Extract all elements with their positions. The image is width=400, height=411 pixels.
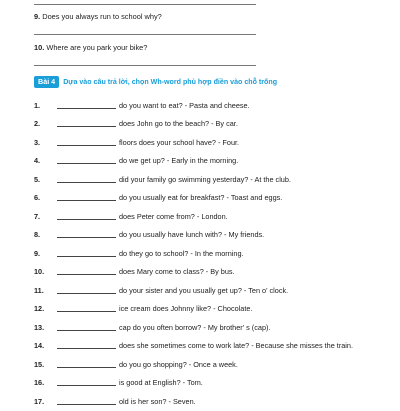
item-text: cap do you often borrow? - My brother' s (cap). bbox=[119, 322, 271, 332]
item-number: 2. bbox=[34, 119, 41, 129]
question-number: 10. bbox=[34, 43, 45, 52]
item-text: does Peter come from? - London. bbox=[119, 211, 228, 221]
exercise-item bbox=[34, 337, 374, 356]
exercise-item bbox=[34, 133, 374, 152]
answer-line-9 bbox=[34, 34, 256, 35]
item-text: did your family go swimming yesterday? - At the club. bbox=[119, 174, 291, 184]
item-number: 8. bbox=[34, 230, 41, 240]
exercise-item bbox=[34, 318, 374, 337]
answer-blank[interactable] bbox=[57, 268, 116, 275]
exercise-items bbox=[34, 96, 374, 411]
item-text: do your sister and you usually get up? - Ten o' clock. bbox=[119, 285, 289, 295]
answer-blank[interactable] bbox=[57, 250, 116, 257]
item-number: 11. bbox=[34, 285, 44, 295]
item-number: 17. bbox=[34, 396, 45, 406]
exercise-item bbox=[34, 263, 374, 282]
exercise-item bbox=[34, 170, 374, 189]
exercise-item bbox=[34, 96, 374, 115]
item-number: 7. bbox=[34, 211, 41, 221]
previous-question-10 bbox=[34, 43, 147, 52]
item-number: 14. bbox=[34, 341, 45, 351]
question-text: Does you always run to school why? bbox=[42, 12, 162, 21]
item-text: do we get up? - Early in the morning. bbox=[119, 156, 239, 166]
item-number: 9. bbox=[34, 248, 41, 258]
item-text: do they go to school? - In the morning. bbox=[119, 248, 244, 258]
exercise-item bbox=[34, 355, 374, 374]
item-number: 15. bbox=[34, 359, 45, 369]
answer-blank[interactable] bbox=[57, 120, 116, 127]
item-text: does she sometimes come to work late? - Because she misses the train. bbox=[119, 341, 354, 351]
answer-blank[interactable] bbox=[57, 139, 116, 146]
answer-blank[interactable] bbox=[57, 157, 116, 164]
item-text: do you go shopping? - Once a week. bbox=[119, 359, 238, 369]
exercise-item bbox=[34, 115, 374, 134]
item-number: 5. bbox=[34, 174, 41, 184]
item-number: 1. bbox=[34, 100, 41, 110]
exercise-item bbox=[34, 207, 374, 226]
exercise-item bbox=[34, 300, 374, 319]
answer-blank[interactable] bbox=[57, 342, 116, 349]
answer-blank[interactable] bbox=[57, 287, 116, 294]
item-text: do you usually eat for breakfast? - Toast and eggs. bbox=[119, 193, 283, 203]
item-number: 12. bbox=[34, 304, 45, 314]
item-text: does John go to the beach? - By car. bbox=[119, 119, 238, 129]
answer-blank[interactable] bbox=[57, 379, 116, 386]
item-text: is good at English? - Tom. bbox=[119, 378, 203, 388]
exercise-item bbox=[34, 189, 374, 208]
exercise-item bbox=[34, 392, 374, 411]
answer-line-10 bbox=[34, 65, 256, 66]
answer-blank[interactable] bbox=[57, 305, 116, 312]
exercise-item bbox=[34, 374, 374, 393]
item-number: 10. bbox=[34, 267, 45, 277]
item-number: 16. bbox=[34, 378, 45, 388]
question-text: Where are you park your bike? bbox=[46, 43, 148, 52]
item-number: 3. bbox=[34, 137, 41, 147]
exercise-item bbox=[34, 244, 374, 263]
answer-blank[interactable] bbox=[57, 231, 116, 238]
item-number: 13. bbox=[34, 322, 45, 332]
exercise-badge: Bài 4 bbox=[34, 76, 59, 88]
item-text: old is her son? - Seven. bbox=[119, 396, 196, 406]
item-text: does Mary come to class? - By bus. bbox=[119, 267, 235, 277]
answer-line-8 bbox=[34, 4, 256, 5]
answer-blank[interactable] bbox=[57, 213, 116, 220]
exercise-header bbox=[34, 75, 277, 89]
previous-question-9 bbox=[34, 12, 162, 21]
answer-blank[interactable] bbox=[57, 398, 116, 405]
answer-blank[interactable] bbox=[57, 194, 116, 201]
exercise-item bbox=[34, 226, 374, 245]
answer-blank[interactable] bbox=[57, 176, 116, 183]
item-number: 6. bbox=[34, 193, 41, 203]
item-text: do you usually have lunch with? - My friends. bbox=[119, 230, 265, 240]
exercise-item bbox=[34, 152, 374, 171]
answer-blank[interactable] bbox=[57, 324, 116, 331]
answer-blank[interactable] bbox=[57, 102, 116, 109]
item-text: ice cream does Johnny like? - Chocolate. bbox=[119, 304, 253, 314]
item-text: floors does your school have? - Four. bbox=[119, 137, 240, 147]
question-number: 9. bbox=[34, 12, 41, 21]
item-text: do you want to eat? - Pasta and cheese. bbox=[119, 100, 250, 110]
answer-blank[interactable] bbox=[57, 361, 116, 368]
item-number: 4. bbox=[34, 156, 41, 166]
exercise-instruction: Dựa vào câu trả lời, chọn Wh-word phù hợp điền vào chỗ trống bbox=[63, 78, 278, 86]
exercise-item bbox=[34, 281, 374, 300]
